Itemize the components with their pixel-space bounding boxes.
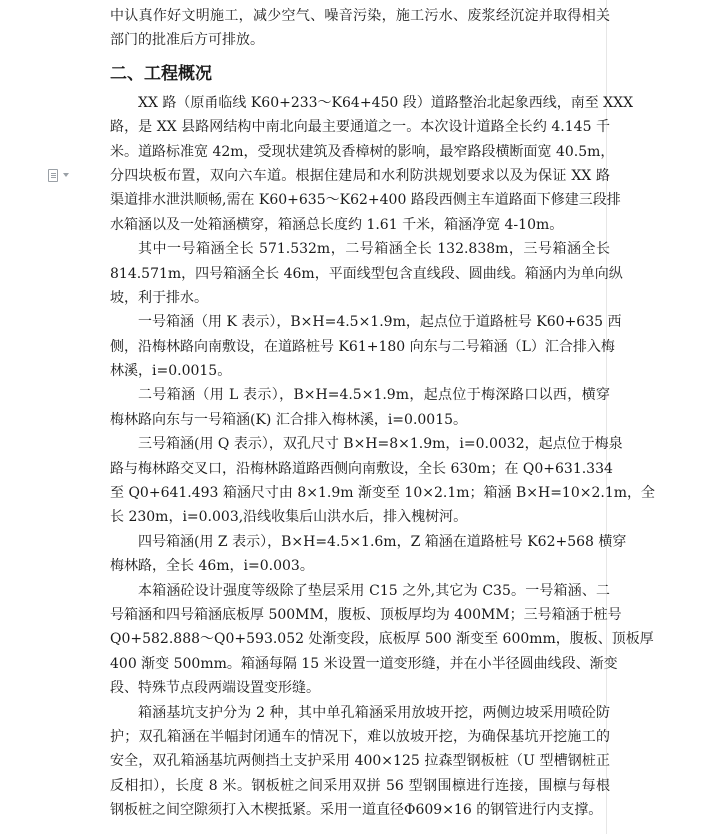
text-line: 分四块板布置，双向六车道。根据住建局和水利防洪规划要求以及为保证 XX 路 — [110, 167, 610, 184]
text-line: 号箱涵和四号箱涵底板厚 500MM，腹板、顶板厚均为 400MM；三号箱涵于桩号 — [110, 606, 622, 623]
text-line: 至 Q0+641.493 箱涵尺寸由 8×1.9m 渐变至 10×2.1m；箱涵 B×H=10×2.1m，全 — [110, 485, 656, 502]
text-line: 梅林路，全长 46m，i=0.003。 — [110, 558, 314, 575]
paragraph-culvert-l — [110, 383, 610, 432]
paragraph-excavation — [110, 701, 610, 823]
text-line: 安全，双孔箱涵基坑两侧挡土支护采用 400×125 拉森型钢板桩（U 型槽钢桩正 — [110, 753, 610, 770]
paragraph-lengths — [110, 237, 623, 310]
text-line: XX 路（原甬临线 K60+233～K64+450 段）道路整治北起象西线，南至 XXX — [138, 94, 634, 111]
text-line: 其中一号箱涵全长 571.532m，二号箱涵全长 132.838m，三号箱涵全长 — [138, 241, 610, 258]
document-body — [110, 4, 656, 823]
text-line: 梅林路向东与一号箱涵(K) 汇合排入梅林溪，i=0.0015。 — [110, 411, 468, 428]
text-line: 四号箱涵(用 Z 表示），B×H=4.5×1.6m，Z 箱涵在道路桩号 K62+568 横穿 — [138, 533, 627, 550]
text-line: 米。道路标准宽 42m，受现状建筑及香樟树的影响，最窄路段横断面宽 40.5m， — [110, 143, 615, 160]
text-line: 400 渐变 500mm。箱涵每隔 15 米设置一道变形缝，并在小半径圆曲线段、渐变 — [110, 655, 618, 672]
text-line: 渠道排水泄洪顺畅,需在 K60+635～K62+400 路段西侧主车道路面下修建三段排 — [110, 192, 621, 209]
text-line: 反相扣），长度 8 米。钢板桩之间采用双拼 56 型钢围檩进行连接，围檩与每根 — [110, 777, 610, 794]
text-line: 部门的批准后方可排放。 — [110, 32, 264, 49]
chevron-down-icon — [63, 173, 69, 177]
text-line: 路，是 XX 县路网结构中南北向最主要通道之一。本次设计道路全长约 4.145 千 — [110, 119, 610, 136]
text-line: 水箱涵以及一处箱涵横穿，箱涵总长度约 1.61 千米，箱涵净宽 4-10m。 — [110, 216, 564, 233]
text-line: 三号箱涵(用 Q 表示），双孔尺寸 B×H=8×1.9m，i=0.0032，起点位于梅泉 — [138, 436, 623, 453]
text-line: 钢板桩之间空隙须打入木楔抵紧。采用一道直径Φ609×16 的钢管进行内支撑。 — [110, 802, 603, 819]
text-line: 本箱涵砼设计强度等级除了垫层采用 C15 之外,其它为 C35。一号箱涵、二 — [138, 582, 610, 599]
text-line: Q0+582.888～Q0+593.052 处渐变段，底板厚 500 渐变至 600mm，腹板、顶板厚 — [110, 631, 654, 648]
text-line: 二号箱涵（用 L 表示），B×H=4.5×1.9m，起点位于梅深路口以西，横穿 — [138, 387, 610, 404]
text-line: 箱涵基坑支护分为 2 种，其中单孔箱涵采用放坡开挖，两侧边坡采用喷砼防 — [138, 704, 610, 721]
text-line: 一号箱涵（用 K 表示），B×H=4.5×1.9m，起点位于道路桩号 K60+635 西 — [138, 314, 622, 331]
text-line: 侧，沿梅林路向南敷设，在道路桩号 K61+180 向东与二号箱涵（L）汇合排入梅 — [110, 338, 615, 355]
text-line: 路与梅林路交叉口，沿梅林路道路西侧向南敷设，全长 630m；在 Q0+631.334 — [110, 460, 613, 477]
paragraph-overview — [110, 91, 634, 237]
text-line: 段、特殊节点段两端设置变形缝。 — [110, 680, 320, 697]
text-line: 林溪，i=0.0015。 — [110, 363, 232, 380]
text-line: 814.571m，四号箱涵全长 46m，平面线型包含直线段、圆曲线。箱涵内为单向纵 — [110, 265, 623, 282]
paragraph-concrete — [110, 579, 654, 701]
text-line: 中认真作好文明施工，减少空气、噪音污染，施工污水、废浆经沉淀并取得相关 — [110, 8, 610, 24]
document-icon — [48, 169, 58, 182]
paragraph-culvert-k — [110, 310, 622, 383]
paragraph-culvert-z — [110, 530, 627, 579]
paragraph-menu-button[interactable] — [48, 168, 76, 182]
section-heading: 二、工程概况 — [110, 63, 212, 84]
text-line: 坡，利于排水。 — [110, 289, 208, 306]
paragraph-culvert-q — [110, 432, 656, 530]
intro-paragraph — [110, 4, 610, 53]
text-line: 长 230m，i=0.003,沿线收集后山洪水后，排入槐树河。 — [110, 509, 468, 526]
text-line: 护；双孔箱涵在半幅封闭通车的情况下，难以放坡开挖，为确保基坑开挖施工的 — [110, 728, 610, 745]
